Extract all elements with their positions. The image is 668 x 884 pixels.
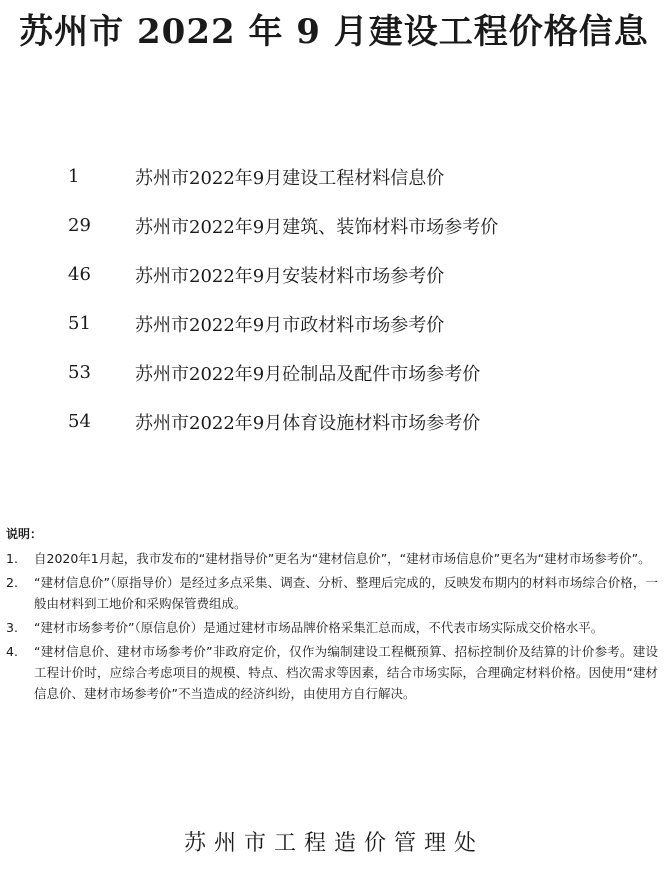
note-number: 2.	[6, 575, 18, 590]
toc-row	[0, 299, 668, 348]
toc-entry-title: 苏州市2022年9月建筑、装饰材料市场参考价	[135, 216, 499, 238]
toc-entry-title: 苏州市2022年9月砼制品及配件市场参考价	[135, 363, 481, 385]
page-title: 苏州市 2022 年 9 月建设工程价格信息	[19, 12, 649, 52]
note-item	[6, 617, 658, 638]
note-item	[6, 572, 658, 614]
toc-entry-title: 苏州市2022年9月建设工程材料信息价	[135, 167, 445, 189]
table-of-contents	[0, 152, 668, 446]
toc-entry-title: 苏州市2022年9月市政材料市场参考价	[135, 314, 445, 336]
toc-page-number: 53	[68, 362, 91, 383]
note-text: “建材信息价”（原指导价）是经过多点采集、调查、分析、整理后完成的，反映发布期内的材料市场综合价格，一般由材料到工地价和采购保管费组成。	[34, 575, 658, 611]
note-item	[6, 641, 658, 704]
toc-page-number: 29	[68, 215, 91, 236]
toc-row	[0, 201, 668, 250]
toc-page-number: 1	[68, 166, 80, 187]
issuer-name: 苏州市工程造价管理处	[183, 831, 484, 856]
note-text: 自2020年1月起，我市发布的“建材指导价”更名为“建材信息价”，“建材市场信息价”更名为“建材市场参考价”。	[34, 551, 651, 566]
note-number: 1.	[6, 551, 18, 566]
toc-entry-title: 苏州市2022年9月体育设施材料市场参考价	[135, 412, 481, 434]
notes-heading: 说明：	[6, 527, 43, 541]
toc-entry-title: 苏州市2022年9月安装材料市场参考价	[135, 265, 445, 287]
note-text: “建材市场参考价”（原信息价）是通过建材市场品牌价格采集汇总而成，不代表市场实际成交价格水平。	[34, 620, 604, 635]
toc-row	[0, 397, 668, 446]
notes-section	[6, 524, 658, 704]
note-text: “建材信息价、建材市场参考价”非政府定价，仅作为编制建设工程概预算、招标控制价及结算的计价参考。建设工程计价时，应综合考虑项目的规模、特点、档次需求等因素，结合市场实际，合理确定材料价格。因使用“建材信息价、建材市场参考价”不当造成的经济纠纷，由使用方自行解决。	[34, 644, 658, 701]
note-number: 4.	[6, 644, 18, 659]
note-item	[6, 548, 658, 569]
note-number: 3.	[6, 620, 18, 635]
toc-row	[0, 250, 668, 299]
toc-row	[0, 348, 668, 397]
toc-page-number: 46	[68, 264, 91, 285]
toc-page-number: 51	[68, 313, 91, 334]
toc-row	[0, 152, 668, 201]
toc-page-number: 54	[68, 411, 91, 432]
